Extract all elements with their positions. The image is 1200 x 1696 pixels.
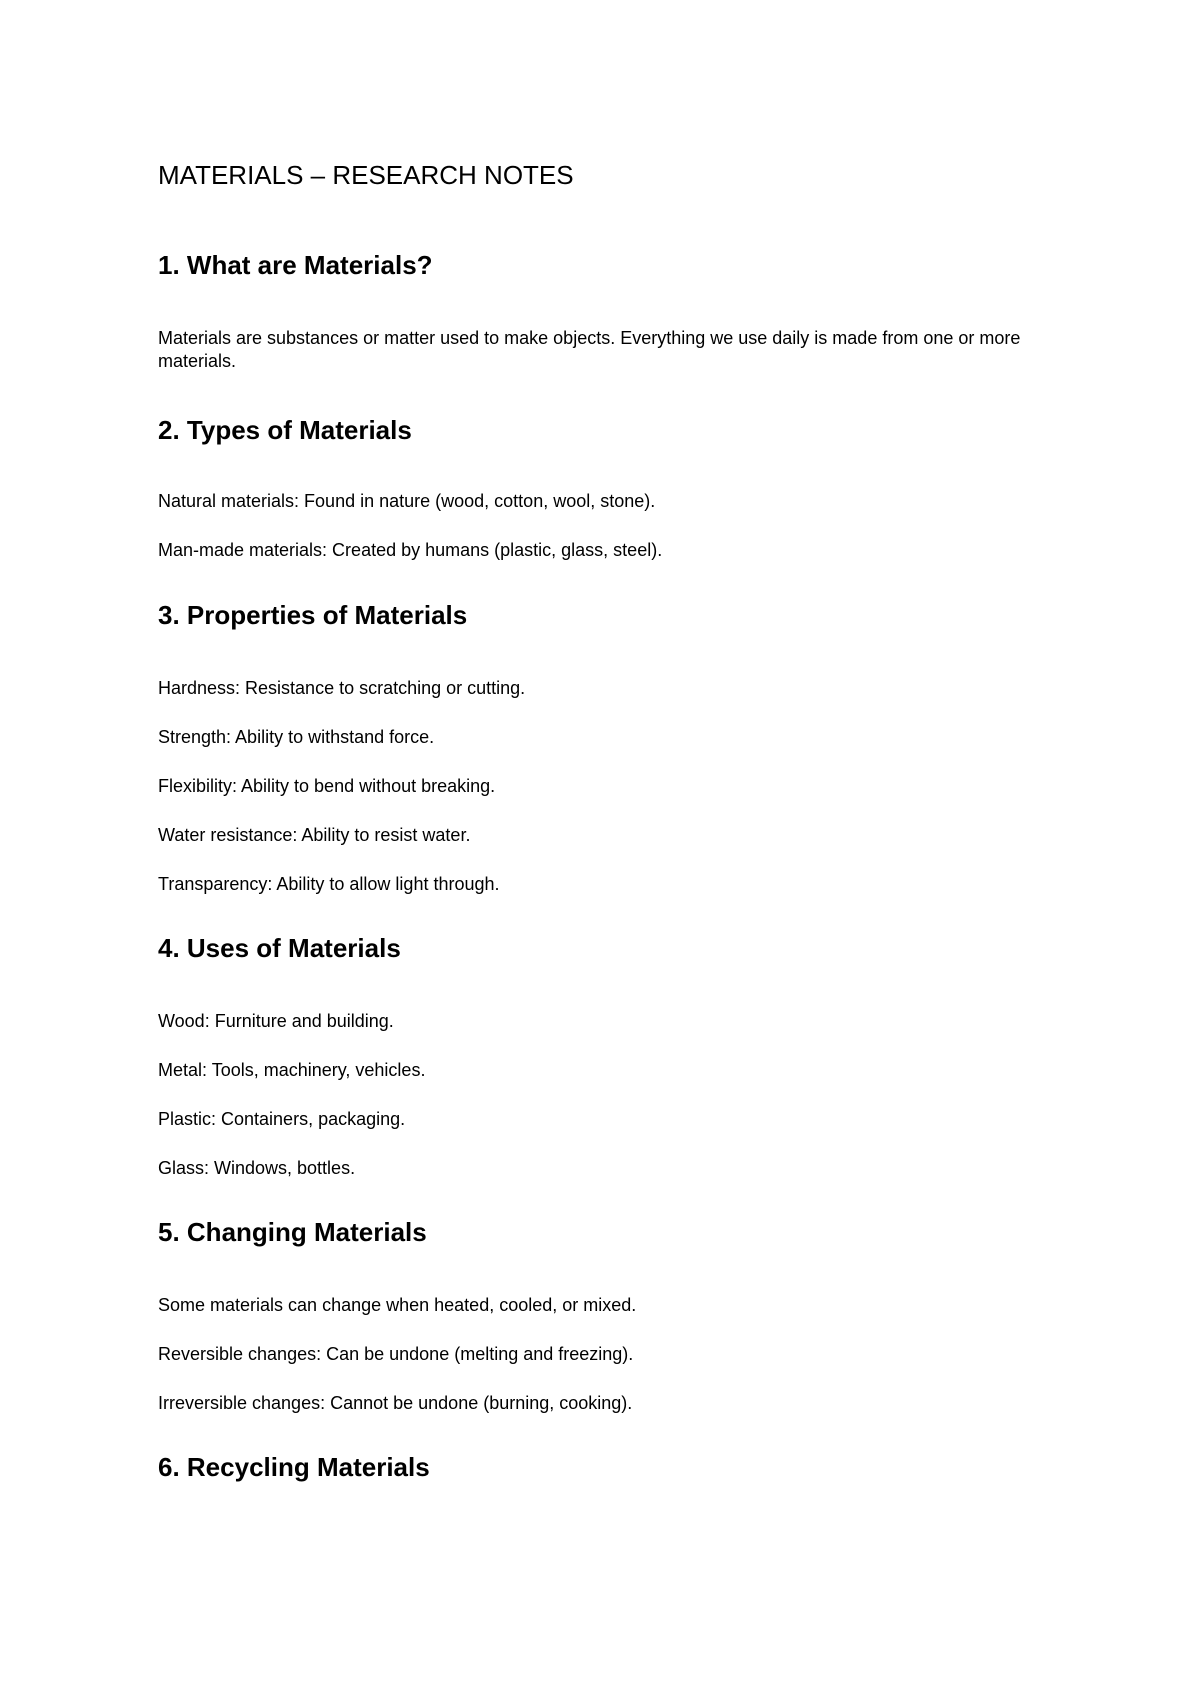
text-line-reversible-changes: Reversible changes: Can be undone (melting and freezing).	[158, 1344, 634, 1364]
section-paragraph-definition: Materials are substances or matter used to make objects. Everything we use daily is made from one or more materials.	[158, 328, 1021, 371]
section-heading-uses-of-materials: 4. Uses of Materials	[158, 933, 401, 963]
section-heading-recycling-materials: 6. Recycling Materials	[158, 1452, 430, 1482]
text-line-wood: Wood: Furniture and building.	[158, 1011, 394, 1031]
text-line-hardness: Hardness: Resistance to scratching or cutting.	[158, 678, 526, 698]
text-line-transparency: Transparency: Ability to allow light through.	[158, 874, 500, 894]
section-heading-types-of-materials: 2. Types of Materials	[158, 415, 412, 445]
text-line-irreversible-changes: Irreversible changes: Cannot be undone (burning, cooking).	[158, 1393, 633, 1413]
text-line-water-resistance: Water resistance: Ability to resist water.	[158, 825, 471, 845]
document-title: MATERIALS – RESEARCH NOTES	[158, 160, 574, 190]
section-heading-what-are-materials: 1. What are Materials?	[158, 250, 433, 280]
text-line-change-intro: Some materials can change when heated, cooled, or mixed.	[158, 1295, 637, 1315]
text-line-metal: Metal: Tools, machinery, vehicles.	[158, 1060, 426, 1080]
section-heading-changing-materials: 5. Changing Materials	[158, 1217, 427, 1247]
text-line-natural-materials: Natural materials: Found in nature (wood, cotton, wool, stone).	[158, 491, 656, 511]
text-line-flexibility: Flexibility: Ability to bend without breaking.	[158, 776, 496, 796]
section-heading-properties-of-materials: 3. Properties of Materials	[158, 600, 468, 630]
text-line-man-made-materials: Man-made materials: Created by humans (plastic, glass, steel).	[158, 540, 663, 560]
text-line-glass: Glass: Windows, bottles.	[158, 1158, 356, 1178]
text-line-plastic: Plastic: Containers, packaging.	[158, 1109, 406, 1129]
text-line-strength: Strength: Ability to withstand force.	[158, 727, 435, 747]
